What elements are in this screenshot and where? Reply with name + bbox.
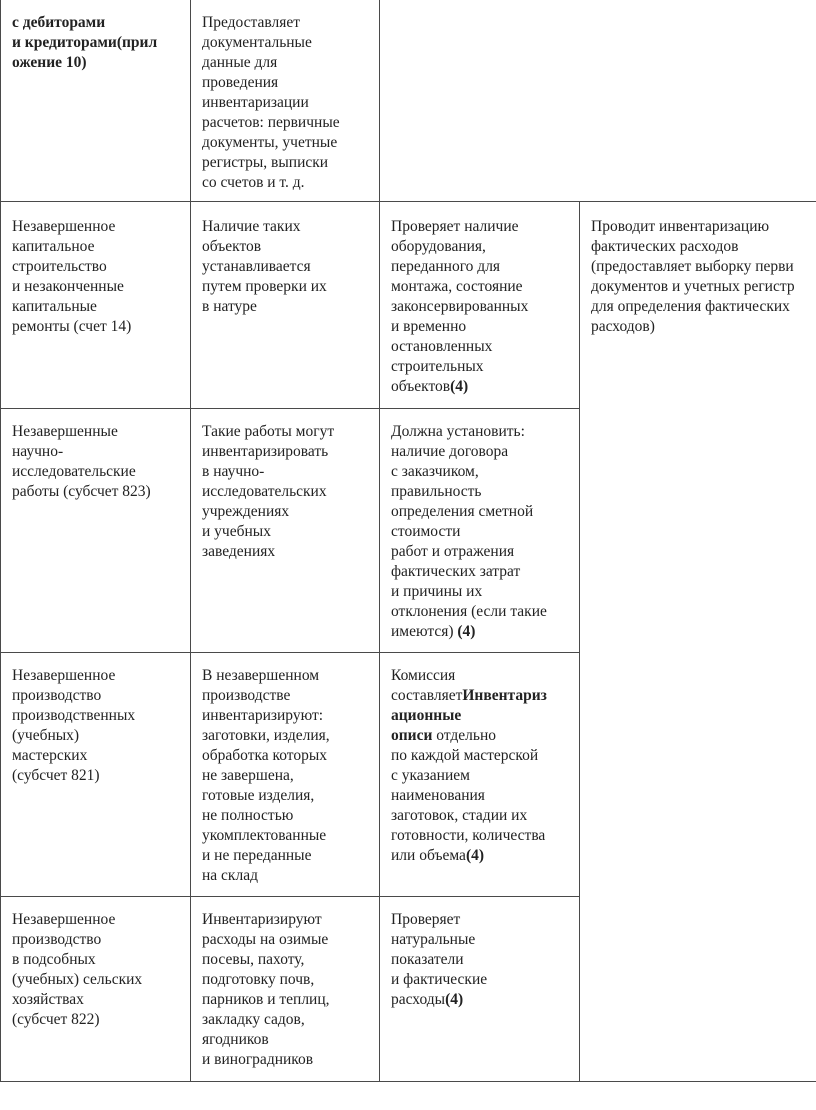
- table-cell-accounting: Проводит инвентаризацию фактических расходов (предоставляет выборку перви документов и учетных регистр для определения фактических расходов): [591, 218, 795, 335]
- table-cell-description: В незавершенном производстве инвентаризируют: заготовки, изделия, обработка которых не завершена, готовые изделия, не полностью укомплектованные и не переданные на склад: [202, 667, 330, 884]
- column-divider: [579, 201, 580, 1082]
- table-cell-commission: [391, 422, 547, 642]
- source-reference: (4): [450, 378, 469, 395]
- commission-text: Должна установить: наличие договора с заказчиком, правильность определения сметной стоимости работ и отражения фактических затрат и причины их отклонения (если такие имеются): [391, 423, 547, 640]
- table-cell-object: с дебиторами и кредиторами(прил ожение 10): [12, 14, 158, 71]
- row-divider: [0, 896, 580, 897]
- table-cell-description: Предоставляет документальные данные для проведения инвентаризации расчетов: первичные документы, учетные регистры, выписки со счетов и т. д.: [202, 14, 340, 191]
- table-cell-description: Такие работы могут инвентаризировать в научно- исследовательских учреждениях и учебных заведениях: [202, 423, 335, 560]
- commission-text: Проверяет натуральные показатели и фактические расходы: [391, 911, 488, 1008]
- column-divider: [379, 0, 380, 1082]
- row-divider: [0, 652, 580, 653]
- table-cell-object: Незавершенное капитальное строительство и незаконченные капитальные ремонты (счет 14): [12, 218, 132, 335]
- column-divider: [190, 0, 191, 1082]
- commission-text: отдельно по каждой мастерской с указанием наименования заготовок, стадии их готовности, количества или объема: [391, 727, 546, 864]
- table-cell-description: Наличие таких объектов устанавливается путем проверки их в натуре: [202, 218, 327, 315]
- column-divider: [0, 0, 1, 1082]
- table-cell-commission: [391, 666, 547, 866]
- row-divider: [0, 408, 580, 409]
- table-cell-description: Инвентаризируют расходы на озимые посевы, пахоту, подготовку почв, парников и теплиц, закладку садов, ягодников и виноградников: [202, 911, 330, 1068]
- inventory-list-term: Инвентариз ационные описи: [391, 687, 547, 744]
- table-cell-commission: [391, 217, 528, 397]
- source-reference: (4): [465, 847, 485, 864]
- row-divider: [0, 1081, 816, 1082]
- commission-text: Проверяет наличие оборудования, переданного для монтажа, состояние законсервированных и временно остановленных строительных объектов: [391, 218, 529, 395]
- table-cell-object: Незавершенное производство производственных (учебных) мастерских (субсчет 821): [12, 667, 136, 784]
- source-reference: (4): [445, 991, 464, 1008]
- commission-text: Комиссия составляет: [391, 667, 463, 704]
- table-cell-object: Незавершенное производство в подсобных (учебных) сельских хозяйствах (субсчет 822): [12, 911, 143, 1028]
- row-divider: [0, 201, 816, 202]
- table-cell-commission: [391, 910, 487, 1010]
- table-cell-object: Незавершенные научно- исследовательские работы (субсчет 823): [12, 423, 151, 500]
- source-reference: (4): [457, 623, 476, 640]
